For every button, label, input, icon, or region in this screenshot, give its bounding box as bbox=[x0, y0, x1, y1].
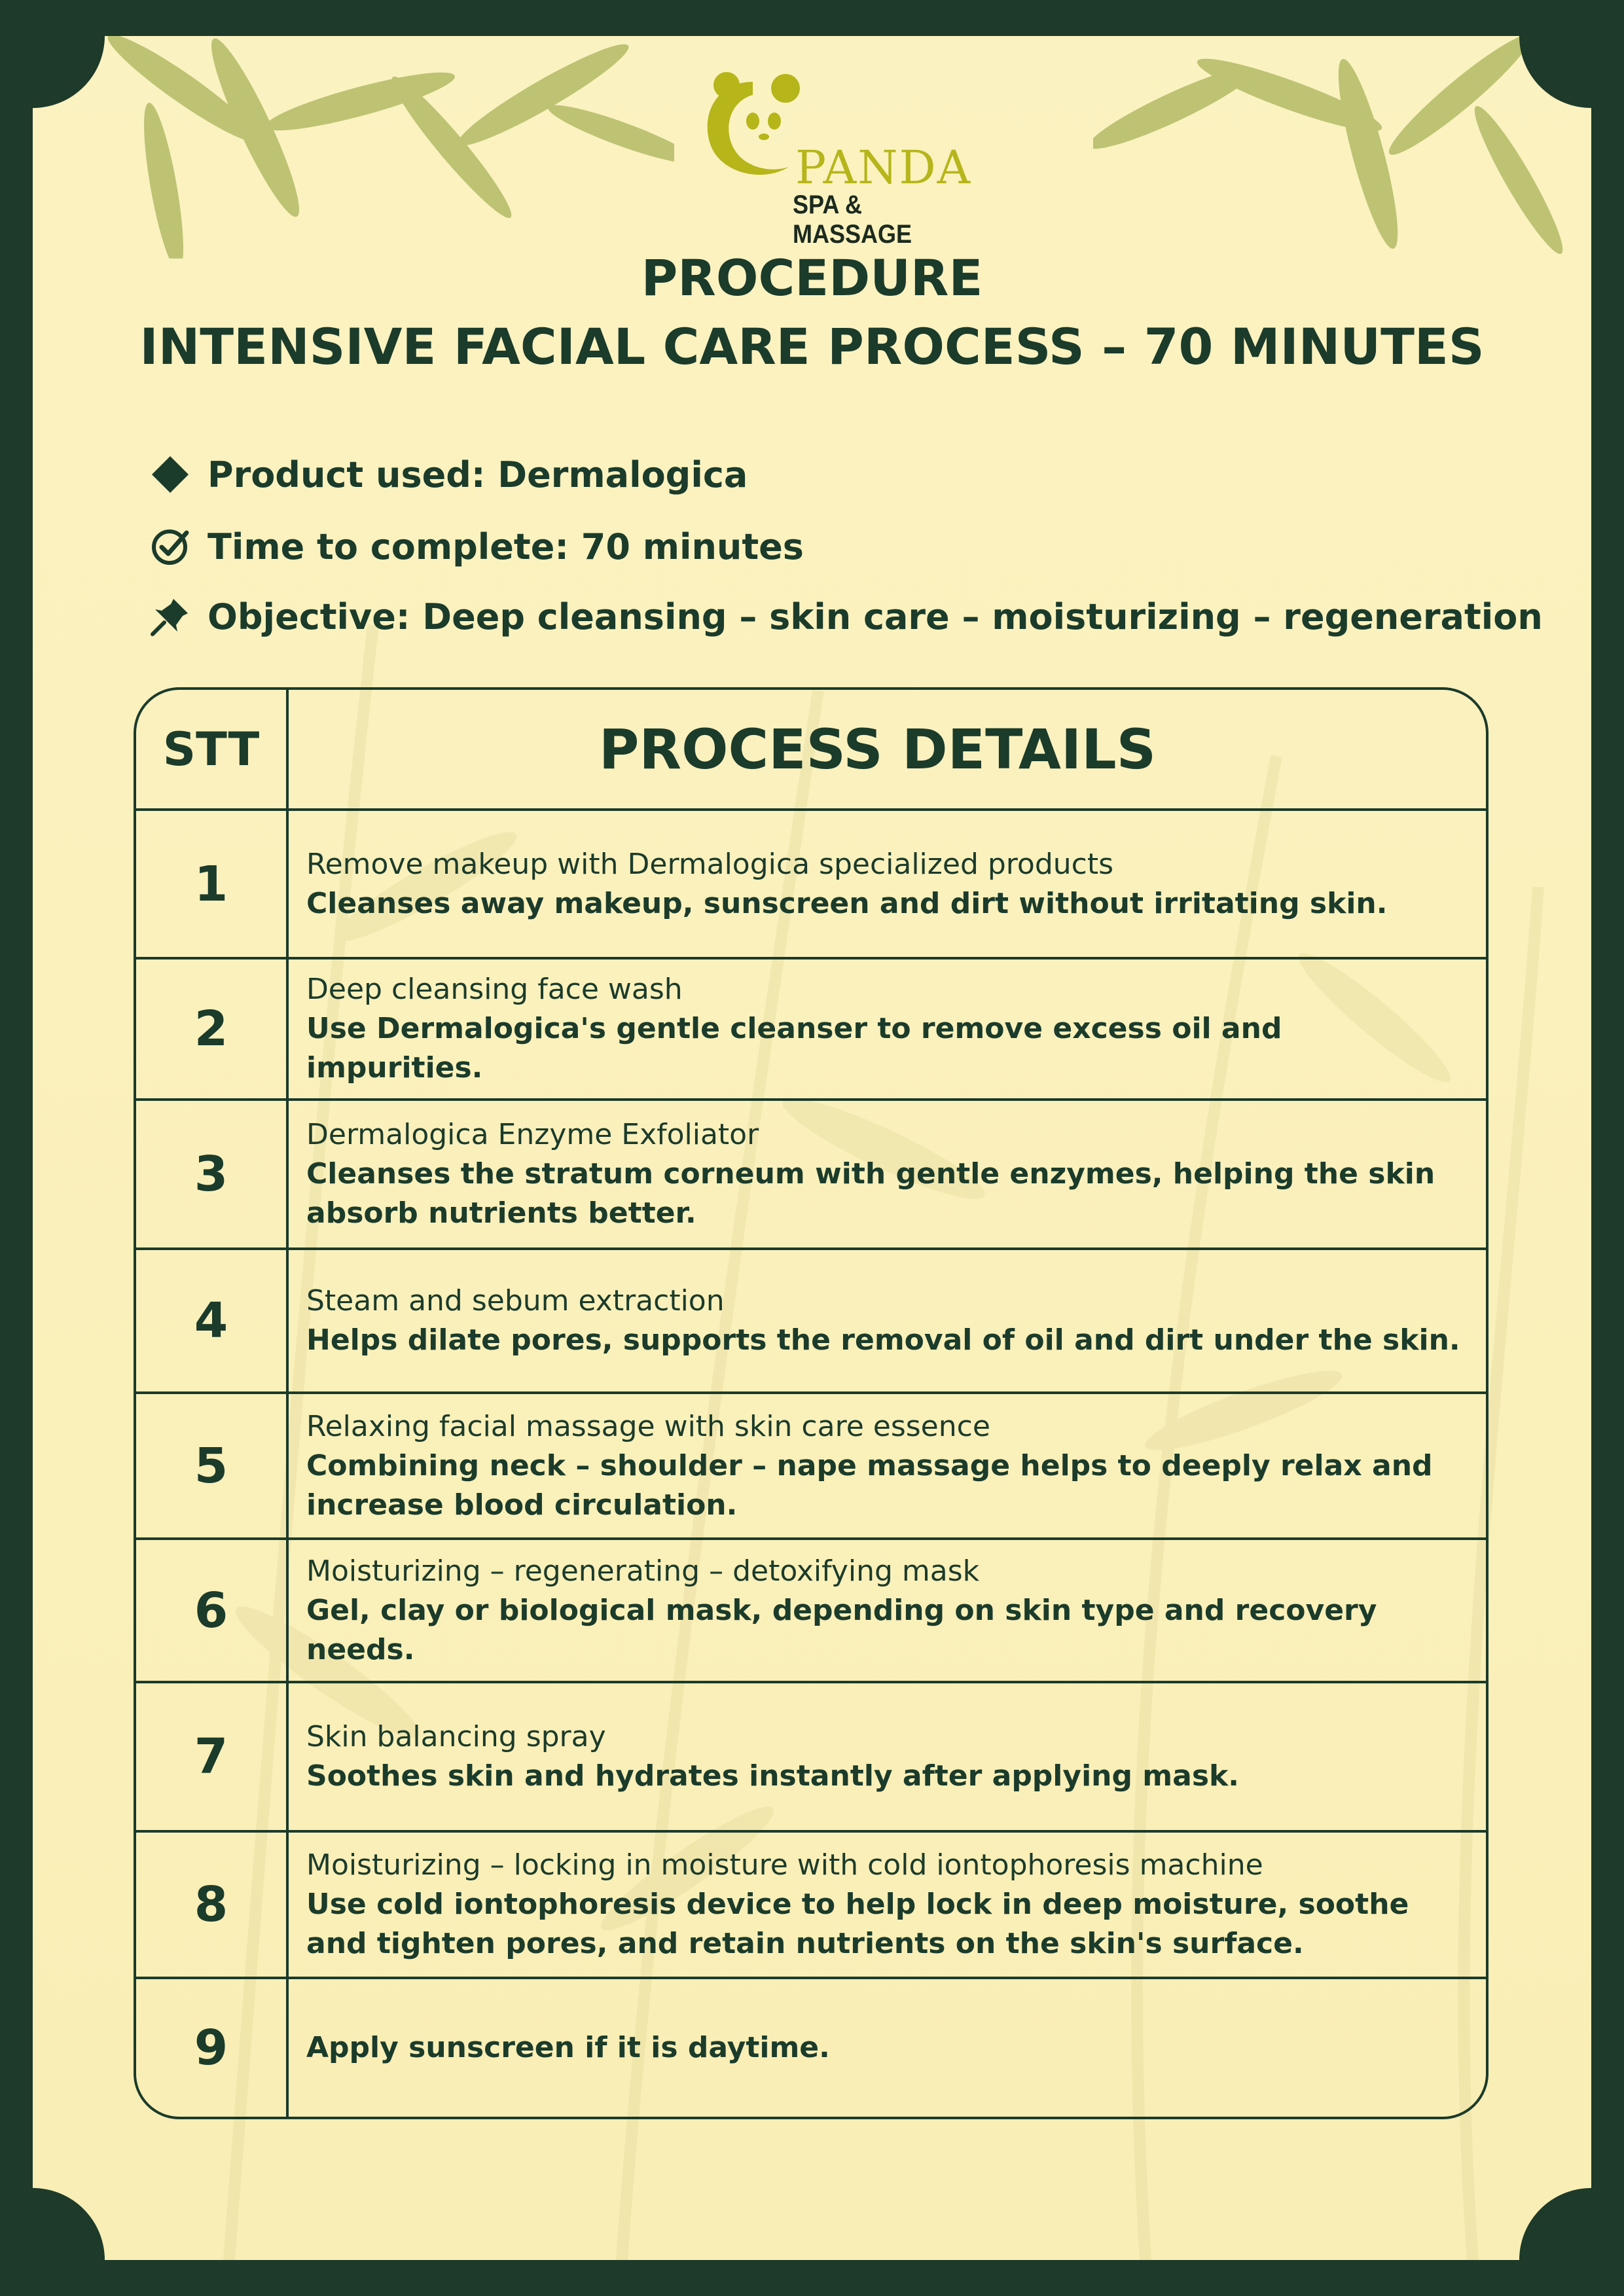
check-circle-icon bbox=[147, 524, 193, 569]
info-objective bbox=[147, 594, 1543, 639]
table-row bbox=[136, 1101, 1486, 1250]
step-description: Cleanses the stratum corneum with gentle enzymes, helping the skin absorb nutrients better. bbox=[306, 1157, 1435, 1230]
step-title: Remove makeup with Dermalogica specialized products bbox=[306, 847, 1114, 881]
step-details bbox=[289, 1540, 1486, 1681]
step-title: Relaxing facial massage with skin care essence bbox=[306, 1409, 990, 1443]
step-title: Steam and sebum extraction bbox=[306, 1284, 725, 1318]
page-title: PROCEDURE bbox=[641, 249, 983, 307]
step-description: Soothes skin and hydrates instantly after applying mask. bbox=[306, 1759, 1239, 1793]
step-details bbox=[289, 1833, 1486, 1977]
step-number: 8 bbox=[136, 1833, 289, 1977]
step-details bbox=[289, 960, 1486, 1098]
step-title: Moisturizing – locking in moisture with cold iontophoresis machine bbox=[306, 1848, 1263, 1882]
step-title: Moisturizing – regenerating – detoxifying mask bbox=[306, 1554, 980, 1588]
step-title: Dermalogica Enzyme Exfoliator bbox=[306, 1118, 759, 1151]
step-description: Gel, clay or biological mask, depending on skin type and recovery needs. bbox=[306, 1593, 1377, 1666]
table-row bbox=[136, 1833, 1486, 1979]
step-details bbox=[289, 1250, 1486, 1391]
table-row bbox=[136, 1683, 1486, 1833]
step-title: Deep cleansing face wash bbox=[306, 973, 683, 1006]
page-subtitle: INTENSIVE FACIAL CARE PROCESS – 70 MINUTES bbox=[139, 317, 1485, 376]
info-time-text: Time to complete: 70 minutes bbox=[208, 526, 804, 567]
step-description: Helps dilate pores, supports the removal of oil and dirt under the skin. bbox=[306, 1323, 1460, 1357]
step-number: 4 bbox=[136, 1250, 289, 1391]
table-row bbox=[136, 1394, 1486, 1540]
step-description: Use cold iontophoresis device to help lock in deep moisture, soothe and tighten pores, and retain nutrients on the skin's surface. bbox=[306, 1888, 1409, 1960]
step-title: Skin balancing spray bbox=[306, 1720, 606, 1753]
table-row bbox=[136, 811, 1486, 960]
step-number: 9 bbox=[136, 1979, 289, 2117]
process-table bbox=[134, 687, 1489, 2119]
step-description: Apply sunscreen if it is daytime. bbox=[306, 2031, 830, 2064]
step-description: Cleanses away makeup, sunscreen and dirt without irritating skin. bbox=[306, 886, 1388, 920]
step-number: 7 bbox=[136, 1683, 289, 1830]
table-row bbox=[136, 1250, 1486, 1394]
table-row bbox=[136, 1979, 1486, 2117]
poster-sheet bbox=[33, 36, 1591, 2260]
step-number: 2 bbox=[136, 960, 289, 1098]
info-time bbox=[147, 524, 804, 569]
step-description: Use Dermalogica's gentle cleanser to remove excess oil and impurities. bbox=[306, 1012, 1282, 1085]
brand-name: PANDA bbox=[795, 141, 972, 194]
step-details bbox=[289, 1979, 1486, 2117]
info-product-text: Product used: Dermalogica bbox=[208, 454, 748, 495]
step-number: 5 bbox=[136, 1394, 289, 1537]
step-number: 6 bbox=[136, 1540, 289, 1681]
table-row bbox=[136, 1540, 1486, 1683]
step-details bbox=[289, 811, 1486, 957]
pin-icon bbox=[147, 594, 193, 639]
step-description: Combining neck – shoulder – nape massage helps to deeply relax and increase blood circulation. bbox=[306, 1448, 1433, 1522]
table-row bbox=[136, 960, 1486, 1101]
info-product bbox=[147, 452, 748, 497]
info-objective-text: Objective: Deep cleansing – skin care – moisturizing – regeneration bbox=[208, 596, 1543, 637]
brand-tagline: SPA & MASSAGE bbox=[793, 190, 912, 249]
diamond-icon bbox=[147, 452, 193, 497]
step-number: 3 bbox=[136, 1101, 289, 1247]
column-header-stt: STT bbox=[136, 690, 289, 808]
table-header-row bbox=[136, 690, 1486, 811]
step-number: 1 bbox=[136, 811, 289, 957]
brand-logo bbox=[691, 69, 972, 249]
step-details bbox=[289, 1683, 1486, 1830]
column-header-details: PROCESS DETAILS bbox=[598, 717, 1157, 781]
step-details bbox=[289, 1394, 1486, 1537]
step-details bbox=[289, 1101, 1486, 1247]
